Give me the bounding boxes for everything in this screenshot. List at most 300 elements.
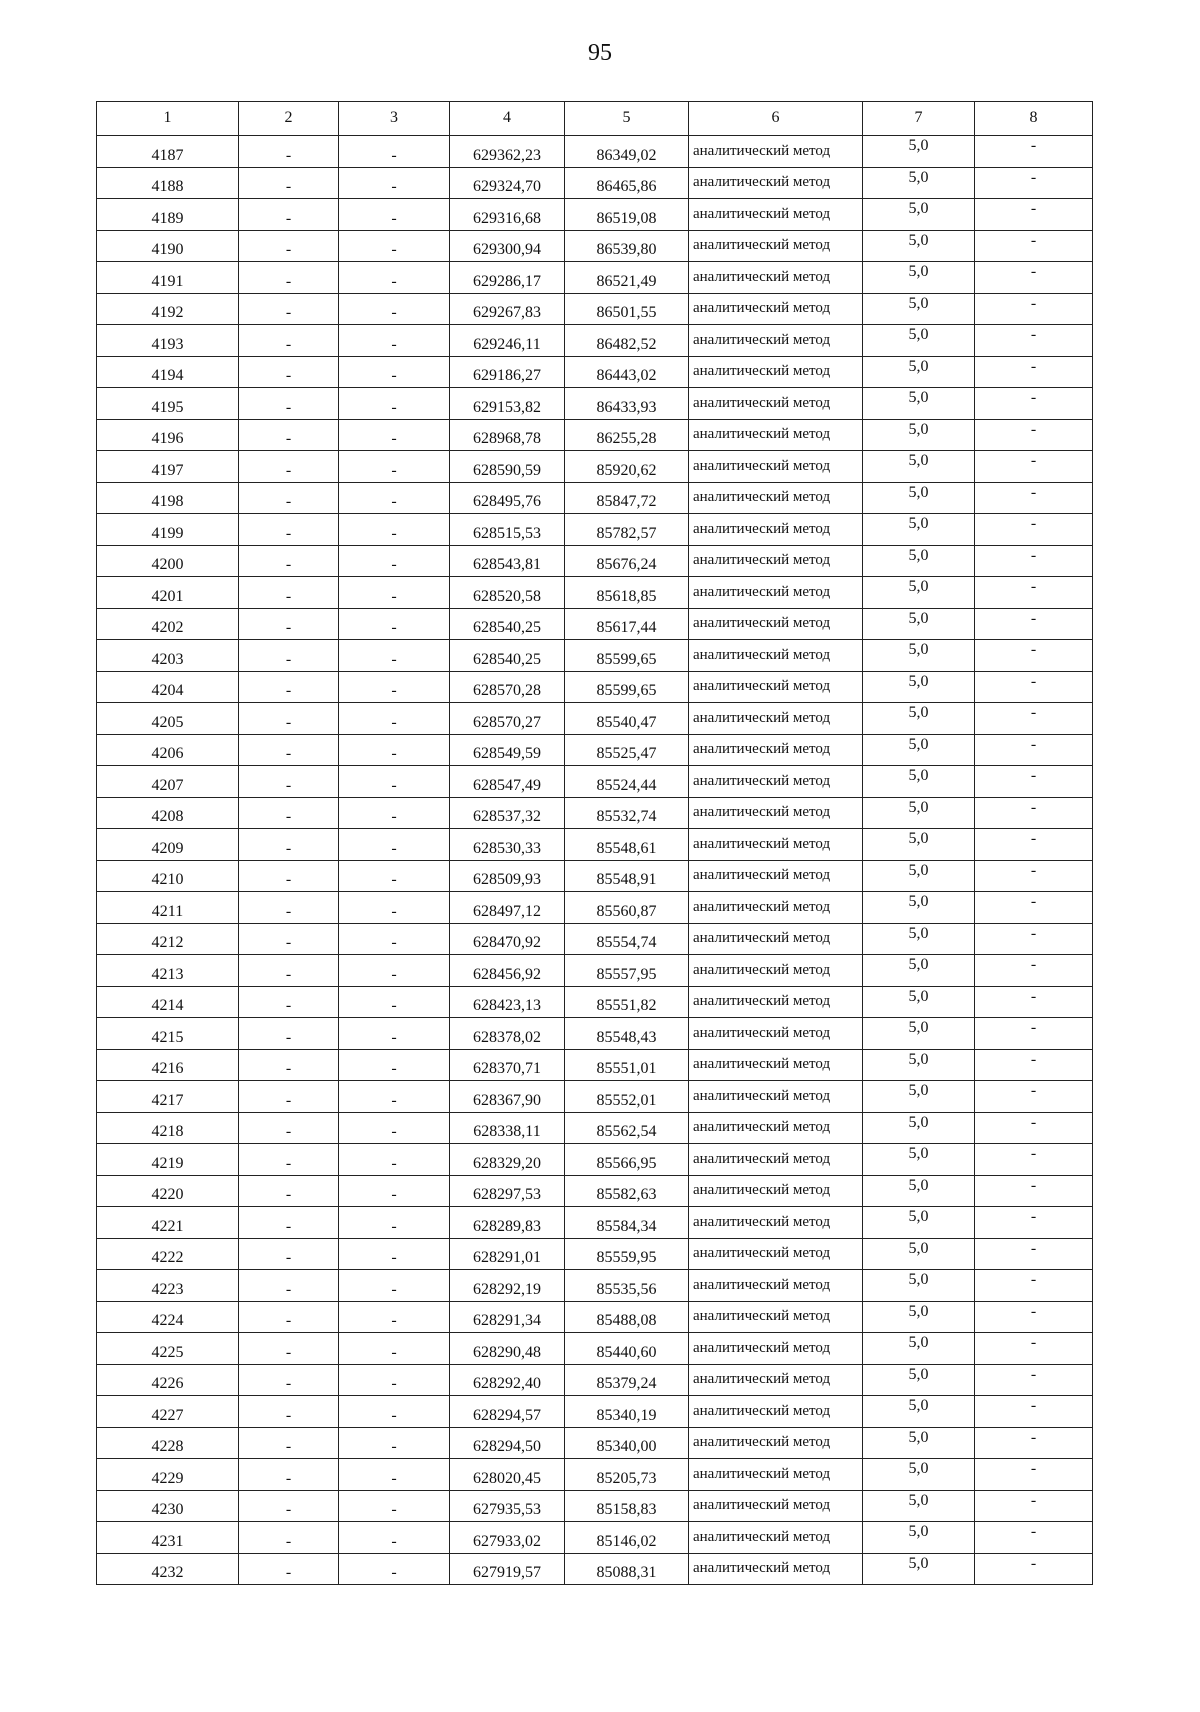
table-row xyxy=(97,1207,1093,1239)
cell-accuracy: 5,0 xyxy=(863,167,975,199)
cell-method: аналитический метод xyxy=(689,860,863,892)
cell-point-number: 4213 xyxy=(97,955,239,987)
cell-x-coordinate: 628497,12 xyxy=(450,892,565,924)
cell-point-number: 4219 xyxy=(97,1144,239,1176)
cell-method: аналитический метод xyxy=(689,167,863,199)
coordinates-table xyxy=(96,101,1093,1585)
cell-method: аналитический метод xyxy=(689,293,863,325)
cell-col-2: - xyxy=(239,892,339,924)
table-row xyxy=(97,482,1093,514)
table-row xyxy=(97,608,1093,640)
cell-y-coordinate: 85488,08 xyxy=(565,1301,689,1333)
cell-col-8: - xyxy=(975,1553,1093,1585)
cell-col-3: - xyxy=(339,545,450,577)
table-row xyxy=(97,892,1093,924)
cell-col-8: - xyxy=(975,1081,1093,1113)
cell-col-2: - xyxy=(239,1207,339,1239)
cell-col-3: - xyxy=(339,451,450,483)
cell-col-2: - xyxy=(239,262,339,294)
cell-point-number: 4196 xyxy=(97,419,239,451)
table-row xyxy=(97,734,1093,766)
cell-col-2: - xyxy=(239,356,339,388)
cell-method: аналитический метод xyxy=(689,514,863,546)
cell-col-2: - xyxy=(239,388,339,420)
cell-point-number: 4202 xyxy=(97,608,239,640)
cell-method: аналитический метод xyxy=(689,1490,863,1522)
cell-method: аналитический метод xyxy=(689,1427,863,1459)
cell-col-8: - xyxy=(975,451,1093,483)
cell-col-8: - xyxy=(975,1459,1093,1491)
cell-method: аналитический метод xyxy=(689,230,863,262)
cell-accuracy: 5,0 xyxy=(863,545,975,577)
cell-point-number: 4194 xyxy=(97,356,239,388)
cell-x-coordinate: 629286,17 xyxy=(450,262,565,294)
cell-y-coordinate: 85566,95 xyxy=(565,1144,689,1176)
cell-x-coordinate: 628509,93 xyxy=(450,860,565,892)
cell-y-coordinate: 85524,44 xyxy=(565,766,689,798)
cell-x-coordinate: 629362,23 xyxy=(450,136,565,168)
cell-y-coordinate: 85540,47 xyxy=(565,703,689,735)
cell-x-coordinate: 628530,33 xyxy=(450,829,565,861)
cell-accuracy: 5,0 xyxy=(863,1207,975,1239)
table-row xyxy=(97,1081,1093,1113)
cell-method: аналитический метод xyxy=(689,1553,863,1585)
cell-col-3: - xyxy=(339,1364,450,1396)
cell-accuracy: 5,0 xyxy=(863,1144,975,1176)
cell-col-8: - xyxy=(975,1301,1093,1333)
cell-method: аналитический метод xyxy=(689,1459,863,1491)
cell-col-2: - xyxy=(239,167,339,199)
cell-accuracy: 5,0 xyxy=(863,1333,975,1365)
cell-col-8: - xyxy=(975,1175,1093,1207)
table-row xyxy=(97,199,1093,231)
cell-col-3: - xyxy=(339,1238,450,1270)
cell-y-coordinate: 85552,01 xyxy=(565,1081,689,1113)
cell-y-coordinate: 85559,95 xyxy=(565,1238,689,1270)
cell-point-number: 4225 xyxy=(97,1333,239,1365)
cell-x-coordinate: 627919,57 xyxy=(450,1553,565,1585)
cell-method: аналитический метод xyxy=(689,923,863,955)
cell-method: аналитический метод xyxy=(689,262,863,294)
cell-method: аналитический метод xyxy=(689,797,863,829)
table-row xyxy=(97,797,1093,829)
cell-col-8: - xyxy=(975,766,1093,798)
cell-y-coordinate: 85551,82 xyxy=(565,986,689,1018)
cell-col-3: - xyxy=(339,1175,450,1207)
table-row xyxy=(97,640,1093,672)
cell-accuracy: 5,0 xyxy=(863,734,975,766)
cell-x-coordinate: 629316,68 xyxy=(450,199,565,231)
cell-accuracy: 5,0 xyxy=(863,766,975,798)
cell-x-coordinate: 628292,40 xyxy=(450,1364,565,1396)
cell-method: аналитический метод xyxy=(689,1333,863,1365)
cell-y-coordinate: 86539,80 xyxy=(565,230,689,262)
cell-y-coordinate: 85548,91 xyxy=(565,860,689,892)
table-row xyxy=(97,388,1093,420)
cell-point-number: 4191 xyxy=(97,262,239,294)
table-row xyxy=(97,293,1093,325)
cell-accuracy: 5,0 xyxy=(863,892,975,924)
cell-y-coordinate: 86465,86 xyxy=(565,167,689,199)
cell-y-coordinate: 85548,61 xyxy=(565,829,689,861)
cell-accuracy: 5,0 xyxy=(863,608,975,640)
cell-col-8: - xyxy=(975,703,1093,735)
cell-method: аналитический метод xyxy=(689,734,863,766)
cell-y-coordinate: 85146,02 xyxy=(565,1522,689,1554)
cell-method: аналитический метод xyxy=(689,482,863,514)
cell-point-number: 4193 xyxy=(97,325,239,357)
cell-col-8: - xyxy=(975,608,1093,640)
cell-col-8: - xyxy=(975,1144,1093,1176)
cell-y-coordinate: 86521,49 xyxy=(565,262,689,294)
table-row xyxy=(97,1459,1093,1491)
cell-accuracy: 5,0 xyxy=(863,325,975,357)
cell-y-coordinate: 85557,95 xyxy=(565,955,689,987)
cell-accuracy: 5,0 xyxy=(863,293,975,325)
table-row xyxy=(97,1175,1093,1207)
cell-accuracy: 5,0 xyxy=(863,262,975,294)
cell-accuracy: 5,0 xyxy=(863,1301,975,1333)
cell-x-coordinate: 628543,81 xyxy=(450,545,565,577)
cell-accuracy: 5,0 xyxy=(863,356,975,388)
cell-col-3: - xyxy=(339,986,450,1018)
cell-col-2: - xyxy=(239,199,339,231)
cell-col-3: - xyxy=(339,262,450,294)
cell-col-3: - xyxy=(339,1081,450,1113)
cell-accuracy: 5,0 xyxy=(863,419,975,451)
cell-accuracy: 5,0 xyxy=(863,1364,975,1396)
table-row xyxy=(97,923,1093,955)
cell-col-8: - xyxy=(975,419,1093,451)
cell-col-2: - xyxy=(239,1459,339,1491)
cell-col-2: - xyxy=(239,734,339,766)
cell-point-number: 4187 xyxy=(97,136,239,168)
cell-point-number: 4211 xyxy=(97,892,239,924)
cell-col-2: - xyxy=(239,1049,339,1081)
cell-x-coordinate: 628367,90 xyxy=(450,1081,565,1113)
cell-col-3: - xyxy=(339,1427,450,1459)
cell-method: аналитический метод xyxy=(689,640,863,672)
cell-point-number: 4224 xyxy=(97,1301,239,1333)
cell-y-coordinate: 85088,31 xyxy=(565,1553,689,1585)
cell-col-8: - xyxy=(975,860,1093,892)
cell-col-2: - xyxy=(239,293,339,325)
cell-x-coordinate: 629246,11 xyxy=(450,325,565,357)
cell-x-coordinate: 628378,02 xyxy=(450,1018,565,1050)
cell-point-number: 4209 xyxy=(97,829,239,861)
cell-col-2: - xyxy=(239,451,339,483)
table-row xyxy=(97,167,1093,199)
cell-col-3: - xyxy=(339,1553,450,1585)
table-row xyxy=(97,1301,1093,1333)
cell-x-coordinate: 627933,02 xyxy=(450,1522,565,1554)
cell-col-8: - xyxy=(975,167,1093,199)
cell-y-coordinate: 86482,52 xyxy=(565,325,689,357)
cell-method: аналитический метод xyxy=(689,1112,863,1144)
cell-col-2: - xyxy=(239,1175,339,1207)
cell-col-2: - xyxy=(239,1081,339,1113)
cell-col-8: - xyxy=(975,482,1093,514)
cell-x-coordinate: 628289,83 xyxy=(450,1207,565,1239)
cell-x-coordinate: 628292,19 xyxy=(450,1270,565,1302)
cell-col-8: - xyxy=(975,514,1093,546)
cell-method: аналитический метод xyxy=(689,766,863,798)
cell-method: аналитический метод xyxy=(689,1144,863,1176)
cell-point-number: 4226 xyxy=(97,1364,239,1396)
column-header-2: 2 xyxy=(239,102,339,136)
column-header-3: 3 xyxy=(339,102,450,136)
table-row xyxy=(97,1490,1093,1522)
cell-col-2: - xyxy=(239,923,339,955)
table-row xyxy=(97,262,1093,294)
cell-col-3: - xyxy=(339,860,450,892)
cell-col-8: - xyxy=(975,640,1093,672)
cell-col-8: - xyxy=(975,671,1093,703)
cell-col-2: - xyxy=(239,640,339,672)
cell-col-2: - xyxy=(239,986,339,1018)
cell-col-3: - xyxy=(339,1270,450,1302)
cell-col-3: - xyxy=(339,230,450,262)
cell-method: аналитический метод xyxy=(689,451,863,483)
cell-method: аналитический метод xyxy=(689,703,863,735)
cell-col-8: - xyxy=(975,1396,1093,1428)
cell-x-coordinate: 628297,53 xyxy=(450,1175,565,1207)
cell-point-number: 4188 xyxy=(97,167,239,199)
cell-col-8: - xyxy=(975,388,1093,420)
cell-col-2: - xyxy=(239,797,339,829)
cell-x-coordinate: 629267,83 xyxy=(450,293,565,325)
cell-accuracy: 5,0 xyxy=(863,1490,975,1522)
cell-col-8: - xyxy=(975,545,1093,577)
cell-point-number: 4229 xyxy=(97,1459,239,1491)
cell-col-8: - xyxy=(975,892,1093,924)
cell-col-2: - xyxy=(239,1396,339,1428)
cell-point-number: 4222 xyxy=(97,1238,239,1270)
cell-x-coordinate: 628590,59 xyxy=(450,451,565,483)
cell-col-3: - xyxy=(339,1112,450,1144)
cell-method: аналитический метод xyxy=(689,545,863,577)
cell-y-coordinate: 85562,54 xyxy=(565,1112,689,1144)
cell-col-3: - xyxy=(339,482,450,514)
cell-col-8: - xyxy=(975,955,1093,987)
cell-col-8: - xyxy=(975,1522,1093,1554)
cell-y-coordinate: 85525,47 xyxy=(565,734,689,766)
cell-accuracy: 5,0 xyxy=(863,1238,975,1270)
cell-method: аналитический метод xyxy=(689,419,863,451)
cell-y-coordinate: 85340,00 xyxy=(565,1427,689,1459)
cell-col-2: - xyxy=(239,419,339,451)
cell-x-coordinate: 628570,27 xyxy=(450,703,565,735)
cell-col-8: - xyxy=(975,262,1093,294)
cell-accuracy: 5,0 xyxy=(863,671,975,703)
cell-accuracy: 5,0 xyxy=(863,1396,975,1428)
table-row xyxy=(97,451,1093,483)
cell-col-3: - xyxy=(339,167,450,199)
cell-point-number: 4214 xyxy=(97,986,239,1018)
cell-y-coordinate: 85440,60 xyxy=(565,1333,689,1365)
cell-accuracy: 5,0 xyxy=(863,1049,975,1081)
cell-col-3: - xyxy=(339,325,450,357)
cell-point-number: 4199 xyxy=(97,514,239,546)
cell-col-2: - xyxy=(239,325,339,357)
cell-col-3: - xyxy=(339,734,450,766)
cell-col-3: - xyxy=(339,1522,450,1554)
cell-col-3: - xyxy=(339,703,450,735)
table-row xyxy=(97,514,1093,546)
cell-accuracy: 5,0 xyxy=(863,1175,975,1207)
cell-method: аналитический метод xyxy=(689,1396,863,1428)
cell-x-coordinate: 628495,76 xyxy=(450,482,565,514)
cell-col-8: - xyxy=(975,356,1093,388)
cell-accuracy: 5,0 xyxy=(863,230,975,262)
cell-point-number: 4208 xyxy=(97,797,239,829)
cell-col-2: - xyxy=(239,955,339,987)
table-row xyxy=(97,955,1093,987)
cell-col-2: - xyxy=(239,1270,339,1302)
cell-col-8: - xyxy=(975,923,1093,955)
cell-point-number: 4205 xyxy=(97,703,239,735)
table-row xyxy=(97,230,1093,262)
column-header-5: 5 xyxy=(565,102,689,136)
table-row xyxy=(97,545,1093,577)
table-row xyxy=(97,1427,1093,1459)
cell-col-8: - xyxy=(975,734,1093,766)
cell-x-coordinate: 628291,01 xyxy=(450,1238,565,1270)
cell-point-number: 4200 xyxy=(97,545,239,577)
cell-col-3: - xyxy=(339,640,450,672)
cell-point-number: 4195 xyxy=(97,388,239,420)
cell-col-3: - xyxy=(339,514,450,546)
cell-method: аналитический метод xyxy=(689,199,863,231)
cell-point-number: 4221 xyxy=(97,1207,239,1239)
cell-col-3: - xyxy=(339,1301,450,1333)
cell-col-3: - xyxy=(339,419,450,451)
column-header-1: 1 xyxy=(97,102,239,136)
cell-col-3: - xyxy=(339,388,450,420)
cell-col-2: - xyxy=(239,1364,339,1396)
table-row xyxy=(97,419,1093,451)
cell-y-coordinate: 85782,57 xyxy=(565,514,689,546)
cell-col-8: - xyxy=(975,1364,1093,1396)
cell-col-2: - xyxy=(239,514,339,546)
cell-x-coordinate: 629324,70 xyxy=(450,167,565,199)
cell-col-3: - xyxy=(339,1333,450,1365)
cell-point-number: 4231 xyxy=(97,1522,239,1554)
cell-col-3: - xyxy=(339,1490,450,1522)
cell-accuracy: 5,0 xyxy=(863,482,975,514)
column-header-8: 8 xyxy=(975,102,1093,136)
cell-col-8: - xyxy=(975,325,1093,357)
cell-col-8: - xyxy=(975,230,1093,262)
cell-method: аналитический метод xyxy=(689,608,863,640)
cell-y-coordinate: 86519,08 xyxy=(565,199,689,231)
cell-col-3: - xyxy=(339,1207,450,1239)
cell-accuracy: 5,0 xyxy=(863,1018,975,1050)
cell-point-number: 4201 xyxy=(97,577,239,609)
table-row xyxy=(97,577,1093,609)
cell-accuracy: 5,0 xyxy=(863,136,975,168)
cell-y-coordinate: 86433,93 xyxy=(565,388,689,420)
cell-y-coordinate: 86349,02 xyxy=(565,136,689,168)
cell-accuracy: 5,0 xyxy=(863,923,975,955)
cell-method: аналитический метод xyxy=(689,577,863,609)
cell-x-coordinate: 628423,13 xyxy=(450,986,565,1018)
cell-method: аналитический метод xyxy=(689,1175,863,1207)
cell-col-2: - xyxy=(239,482,339,514)
table-body xyxy=(97,136,1093,1585)
cell-method: аналитический метод xyxy=(689,829,863,861)
table-row xyxy=(97,1018,1093,1050)
cell-x-coordinate: 628537,32 xyxy=(450,797,565,829)
cell-col-2: - xyxy=(239,230,339,262)
cell-col-3: - xyxy=(339,577,450,609)
cell-col-2: - xyxy=(239,1427,339,1459)
cell-col-3: - xyxy=(339,136,450,168)
cell-point-number: 4206 xyxy=(97,734,239,766)
cell-point-number: 4218 xyxy=(97,1112,239,1144)
table-row xyxy=(97,703,1093,735)
cell-accuracy: 5,0 xyxy=(863,797,975,829)
cell-col-8: - xyxy=(975,1427,1093,1459)
cell-point-number: 4216 xyxy=(97,1049,239,1081)
cell-method: аналитический метод xyxy=(689,986,863,1018)
cell-col-8: - xyxy=(975,1018,1093,1050)
table-row xyxy=(97,356,1093,388)
cell-accuracy: 5,0 xyxy=(863,1522,975,1554)
cell-col-2: - xyxy=(239,136,339,168)
cell-point-number: 4227 xyxy=(97,1396,239,1428)
cell-y-coordinate: 85548,43 xyxy=(565,1018,689,1050)
cell-col-8: - xyxy=(975,1490,1093,1522)
table-row xyxy=(97,1270,1093,1302)
cell-method: аналитический метод xyxy=(689,671,863,703)
cell-point-number: 4220 xyxy=(97,1175,239,1207)
cell-y-coordinate: 85584,34 xyxy=(565,1207,689,1239)
cell-col-3: - xyxy=(339,293,450,325)
cell-col-8: - xyxy=(975,1238,1093,1270)
cell-accuracy: 5,0 xyxy=(863,860,975,892)
cell-method: аналитический метод xyxy=(689,1238,863,1270)
cell-col-8: - xyxy=(975,136,1093,168)
cell-point-number: 4210 xyxy=(97,860,239,892)
cell-col-2: - xyxy=(239,671,339,703)
cell-x-coordinate: 628520,58 xyxy=(450,577,565,609)
cell-x-coordinate: 628540,25 xyxy=(450,640,565,672)
cell-point-number: 4190 xyxy=(97,230,239,262)
cell-col-2: - xyxy=(239,1301,339,1333)
cell-x-coordinate: 628547,49 xyxy=(450,766,565,798)
cell-col-3: - xyxy=(339,1018,450,1050)
cell-col-2: - xyxy=(239,1333,339,1365)
cell-method: аналитический метод xyxy=(689,1081,863,1113)
cell-x-coordinate: 629300,94 xyxy=(450,230,565,262)
cell-method: аналитический метод xyxy=(689,1364,863,1396)
cell-accuracy: 5,0 xyxy=(863,514,975,546)
cell-point-number: 4203 xyxy=(97,640,239,672)
cell-point-number: 4212 xyxy=(97,923,239,955)
cell-point-number: 4189 xyxy=(97,199,239,231)
cell-col-3: - xyxy=(339,1459,450,1491)
cell-x-coordinate: 629186,27 xyxy=(450,356,565,388)
cell-method: аналитический метод xyxy=(689,136,863,168)
cell-col-3: - xyxy=(339,356,450,388)
cell-point-number: 4215 xyxy=(97,1018,239,1050)
cell-col-2: - xyxy=(239,860,339,892)
cell-y-coordinate: 85618,85 xyxy=(565,577,689,609)
cell-col-2: - xyxy=(239,1238,339,1270)
cell-col-2: - xyxy=(239,608,339,640)
cell-accuracy: 5,0 xyxy=(863,577,975,609)
